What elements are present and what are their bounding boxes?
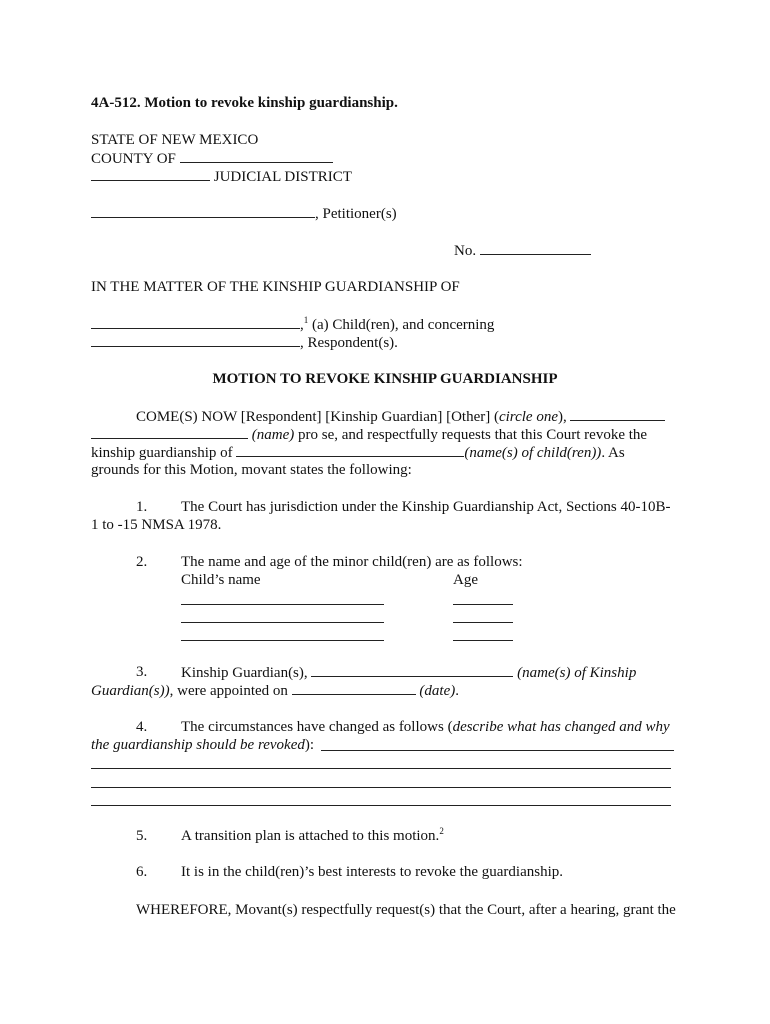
respondent-field[interactable] <box>91 333 300 347</box>
circumstances-field-2[interactable] <box>91 768 671 769</box>
guardian-hint-cont: Guardian(s)) <box>91 683 170 699</box>
date-hint: (date) <box>419 683 456 699</box>
state-label: STATE OF NEW MEXICO <box>91 132 259 148</box>
item-5-number: 5. <box>136 828 148 844</box>
child-label: (a) Child(ren), and concerning <box>312 317 495 333</box>
child-name-field-1[interactable] <box>181 604 384 605</box>
child-age-field-2[interactable] <box>453 622 513 623</box>
district-line <box>91 167 352 186</box>
county-label: COUNTY OF <box>91 151 176 167</box>
children-hint: (name(s) of child(ren)) <box>464 445 602 461</box>
petitioner-label: , Petitioner(s) <box>315 206 397 222</box>
circle-one-hint: circle one <box>498 409 558 425</box>
matter-label: IN THE MATTER OF THE KINSHIP GUARDIANSHIP OF <box>91 279 460 295</box>
item-4-hint-cont: the guardianship should be revoked <box>91 737 305 753</box>
respondent-label: , Respondent(s). <box>300 335 398 351</box>
item-5-line <box>181 827 444 845</box>
item-4-line-2 <box>91 736 314 754</box>
intro-line-1 <box>136 407 665 426</box>
district-field[interactable] <box>91 167 210 181</box>
footnote-1[interactable]: 1 <box>303 315 309 325</box>
district-label: JUDICIAL DISTRICT <box>213 169 352 185</box>
child-age-field-1[interactable] <box>453 604 513 605</box>
case-no-label: No. <box>454 243 477 259</box>
child-name-field-2[interactable] <box>181 622 384 623</box>
intro-line-2 <box>91 425 647 444</box>
intro-line-3 <box>91 443 625 462</box>
rule-heading: 4A-512. Motion to revoke kinship guardianship. <box>91 95 398 111</box>
petitioner-line <box>91 204 397 223</box>
item-1-number: 1. <box>136 499 148 515</box>
item-6-text: It is in the child(ren)’s best interests to revoke the guardianship. <box>181 864 563 880</box>
item-3-text: Kinship Guardian(s), <box>181 665 308 681</box>
circumstances-field-4[interactable] <box>91 805 671 806</box>
item-4-hint: describe what has changed and why <box>452 719 670 735</box>
age-column-header: Age <box>453 572 478 588</box>
item-3-period: . <box>455 683 459 699</box>
intro-line2-text: pro se, and respectfully requests that this Court revoke the <box>294 427 648 443</box>
item-2-number: 2. <box>136 554 148 570</box>
child-line: ,$^1$ (a) Child(ren), and concerning <box>91 315 494 334</box>
appointment-date-field[interactable] <box>292 681 416 695</box>
item-3-line-1 <box>181 663 636 682</box>
respondent-line <box>91 333 398 352</box>
comes-now-text: COME(S) NOW [Respondent] [Kinship Guardian] [Other] ( <box>136 409 499 425</box>
child-name-field-3[interactable] <box>181 640 384 641</box>
comes-now-end: ), <box>557 409 567 425</box>
item-6-number: 6. <box>136 864 148 880</box>
intro-line3-end: . As <box>601 445 625 461</box>
item-3-appointed-text: , were appointed on <box>169 683 288 699</box>
petitioner-field[interactable] <box>91 204 315 218</box>
item-5-text: A transition plan is attached to this motion. <box>181 828 440 844</box>
movant-name-field[interactable] <box>570 407 665 421</box>
item-4-number: 4. <box>136 719 148 735</box>
item-1-text: The Court has jurisdiction under the Kinship Guardianship Act, Sections 40-10B- <box>181 499 671 515</box>
item-3-line-2 <box>91 681 459 700</box>
child-age-field-3[interactable] <box>453 640 513 641</box>
children-names-field[interactable] <box>236 443 464 457</box>
motion-title: MOTION TO REVOKE KINSHIP GUARDIANSHIP <box>212 371 558 387</box>
item-4-text: The circumstances have changed as follows ( <box>181 719 453 735</box>
name-hint: (name) <box>251 427 295 443</box>
case-number-field[interactable] <box>480 241 591 255</box>
wherefore-clause: WHEREFORE, Movant(s) respectfully request(s) that the Court, after a hearing, grant the <box>136 902 676 918</box>
circumstances-field-3[interactable] <box>91 787 671 788</box>
county-field[interactable] <box>180 149 333 163</box>
item-1-continuation: 1 to -15 NMSA 1978. <box>91 517 222 533</box>
county-line <box>91 149 333 168</box>
item-2-text: The name and age of the minor child(ren) are as follows: <box>181 554 523 570</box>
item-3-number: 3. <box>136 664 148 680</box>
movant-name-field-cont[interactable] <box>91 425 248 439</box>
guardian-hint: (name(s) of Kinship <box>517 665 637 681</box>
intro-line-4: grounds for this Motion, movant states the following: <box>91 462 412 478</box>
intro-line3-text: kinship guardianship of <box>91 445 233 461</box>
child-name-field[interactable] <box>91 315 300 329</box>
child-name-column-header: Child’s name <box>181 572 261 588</box>
footnote-2[interactable]: 2 <box>439 826 444 836</box>
circumstances-field-1[interactable] <box>321 750 674 751</box>
case-number-line <box>454 241 591 260</box>
guardian-names-field[interactable] <box>311 663 513 677</box>
item-4-close: ): <box>304 737 315 753</box>
item-4-line-1 <box>181 718 670 736</box>
